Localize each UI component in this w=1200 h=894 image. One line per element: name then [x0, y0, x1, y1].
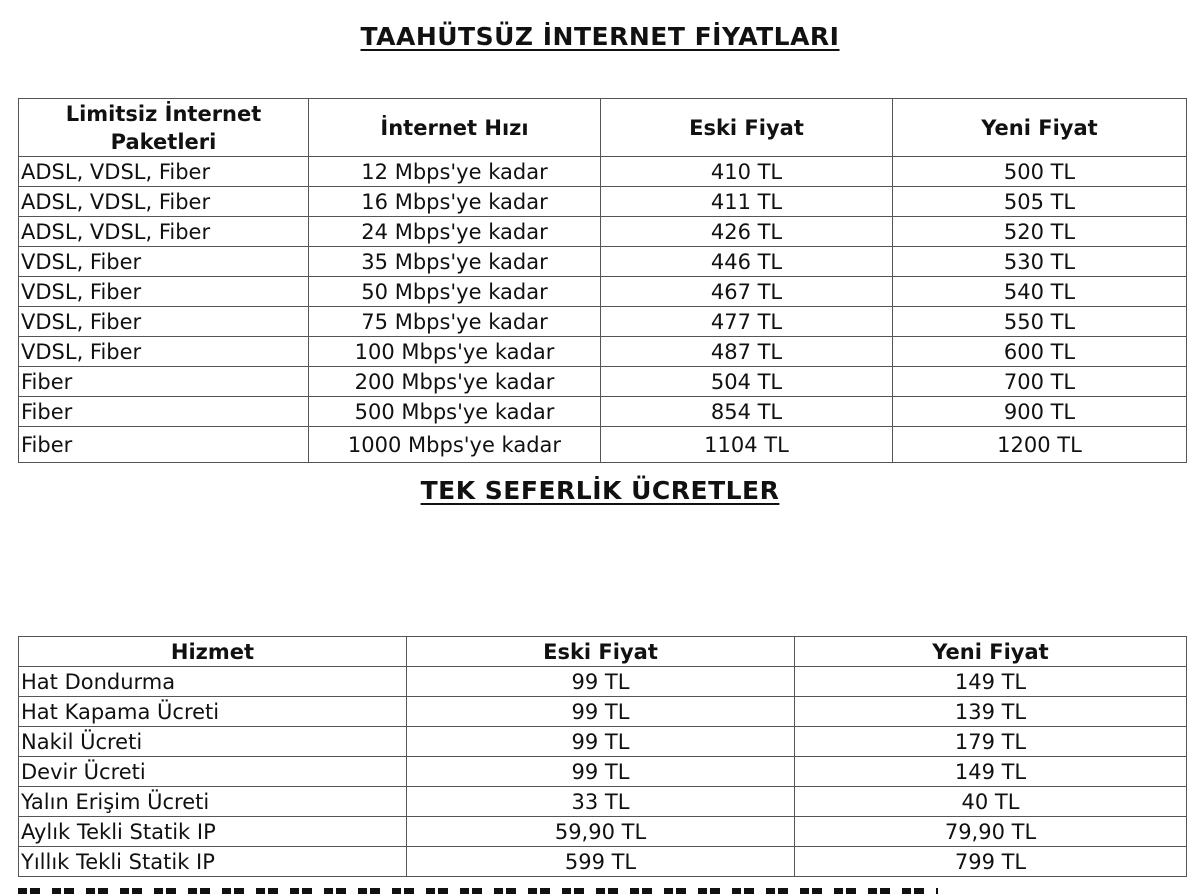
- table-cell: 477 TL: [601, 307, 893, 337]
- table-cell: 426 TL: [601, 217, 893, 247]
- table-cell: 99 TL: [407, 667, 795, 697]
- table-row: [19, 727, 1187, 757]
- table-cell: Fiber: [19, 397, 309, 427]
- column-header-speed: İnternet Hızı: [309, 99, 601, 157]
- table-cell: VDSL, Fiber: [19, 307, 309, 337]
- table-cell: 59,90 TL: [407, 817, 795, 847]
- table-cell: 505 TL: [893, 187, 1187, 217]
- table-cell: 411 TL: [601, 187, 893, 217]
- table-cell: 487 TL: [601, 337, 893, 367]
- table-cell: Fiber: [19, 427, 309, 463]
- table-cell: 149 TL: [795, 757, 1187, 787]
- table-cell: 599 TL: [407, 847, 795, 877]
- table-cell: 446 TL: [601, 247, 893, 277]
- table-cell: 550 TL: [893, 307, 1187, 337]
- table-cell: 35 Mbps'ye kadar: [309, 247, 601, 277]
- table-cell: 1104 TL: [601, 427, 893, 463]
- table-cell: Aylık Tekli Statik IP: [19, 817, 407, 847]
- table-cell: 12 Mbps'ye kadar: [309, 157, 601, 187]
- table-cell: Nakil Ücreti: [19, 727, 407, 757]
- table-cell: 500 Mbps'ye kadar: [309, 397, 601, 427]
- table-cell: VDSL, Fiber: [19, 277, 309, 307]
- table-row: [19, 337, 1187, 367]
- table-cell: 24 Mbps'ye kadar: [309, 217, 601, 247]
- page-title: TAAHÜTSÜZ İNTERNET FİYATLARI: [360, 22, 840, 51]
- table-row: [19, 817, 1187, 847]
- table-row: [19, 757, 1187, 787]
- table-cell: Hat Dondurma: [19, 667, 407, 697]
- table-cell: 700 TL: [893, 367, 1187, 397]
- table-cell: 33 TL: [407, 787, 795, 817]
- table-cell: 99 TL: [407, 697, 795, 727]
- table-cell: 79,90 TL: [795, 817, 1187, 847]
- table-cell: 900 TL: [893, 397, 1187, 427]
- table-cell: 139 TL: [795, 697, 1187, 727]
- table-cell: Fiber: [19, 367, 309, 397]
- table-cell: 16 Mbps'ye kadar: [309, 187, 601, 217]
- column-header-package: Limitsiz İnternet Paketleri: [19, 99, 309, 157]
- table-cell: 99 TL: [407, 757, 795, 787]
- table-row: [19, 157, 1187, 187]
- table-row: [19, 697, 1187, 727]
- column-header-service: Hizmet: [19, 637, 407, 667]
- table-cell: 179 TL: [795, 727, 1187, 757]
- table-cell: ADSL, VDSL, Fiber: [19, 187, 309, 217]
- table-row: [19, 397, 1187, 427]
- table-cell: 799 TL: [795, 847, 1187, 877]
- table-row: [19, 427, 1187, 463]
- column-header-new-price: Yeni Fiyat: [795, 637, 1187, 667]
- table-cell: 100 Mbps'ye kadar: [309, 337, 601, 367]
- table-cell: 200 Mbps'ye kadar: [309, 367, 601, 397]
- table-row: [19, 667, 1187, 697]
- section-title: TEK SEFERLİK ÜCRETLER: [420, 476, 780, 505]
- table-cell: 540 TL: [893, 277, 1187, 307]
- table-cell: 149 TL: [795, 667, 1187, 697]
- table-cell: 410 TL: [601, 157, 893, 187]
- table-cell: 1000 Mbps'ye kadar: [309, 427, 601, 463]
- one-time-fees-body: [19, 667, 1187, 877]
- table-cell: Yalın Erişim Ücreti: [19, 787, 407, 817]
- one-time-fees-table: [18, 636, 1187, 877]
- table-row: [19, 847, 1187, 877]
- column-header-new-price: Yeni Fiyat: [893, 99, 1187, 157]
- table-header-row: [19, 99, 1187, 157]
- table-row: [19, 187, 1187, 217]
- column-header-old-price: Eski Fiyat: [601, 99, 893, 157]
- table-cell: Yıllık Tekli Statik IP: [19, 847, 407, 877]
- table-row: [19, 277, 1187, 307]
- table-cell: 500 TL: [893, 157, 1187, 187]
- table-cell: 854 TL: [601, 397, 893, 427]
- table-row: [19, 307, 1187, 337]
- table-cell: ADSL, VDSL, Fiber: [19, 157, 309, 187]
- column-header-old-price: Eski Fiyat: [407, 637, 795, 667]
- cut-off-text-line: [18, 880, 938, 894]
- table-cell: 75 Mbps'ye kadar: [309, 307, 601, 337]
- table-row: [19, 787, 1187, 817]
- table-cell: VDSL, Fiber: [19, 337, 309, 367]
- table-cell: 1200 TL: [893, 427, 1187, 463]
- table-row: [19, 247, 1187, 277]
- table-row: [19, 217, 1187, 247]
- table-cell: 520 TL: [893, 217, 1187, 247]
- table-cell: 467 TL: [601, 277, 893, 307]
- table-cell: 504 TL: [601, 367, 893, 397]
- table-cell: 40 TL: [795, 787, 1187, 817]
- table-cell: VDSL, Fiber: [19, 247, 309, 277]
- table-cell: 50 Mbps'ye kadar: [309, 277, 601, 307]
- table-cell: 530 TL: [893, 247, 1187, 277]
- table-row: [19, 367, 1187, 397]
- table-cell: 600 TL: [893, 337, 1187, 367]
- table-cell: ADSL, VDSL, Fiber: [19, 217, 309, 247]
- internet-prices-table: [18, 98, 1187, 463]
- table-cell: Hat Kapama Ücreti: [19, 697, 407, 727]
- internet-prices-body: [19, 157, 1187, 463]
- table-cell: 99 TL: [407, 727, 795, 757]
- table-cell: Devir Ücreti: [19, 757, 407, 787]
- table-header-row: [19, 637, 1187, 667]
